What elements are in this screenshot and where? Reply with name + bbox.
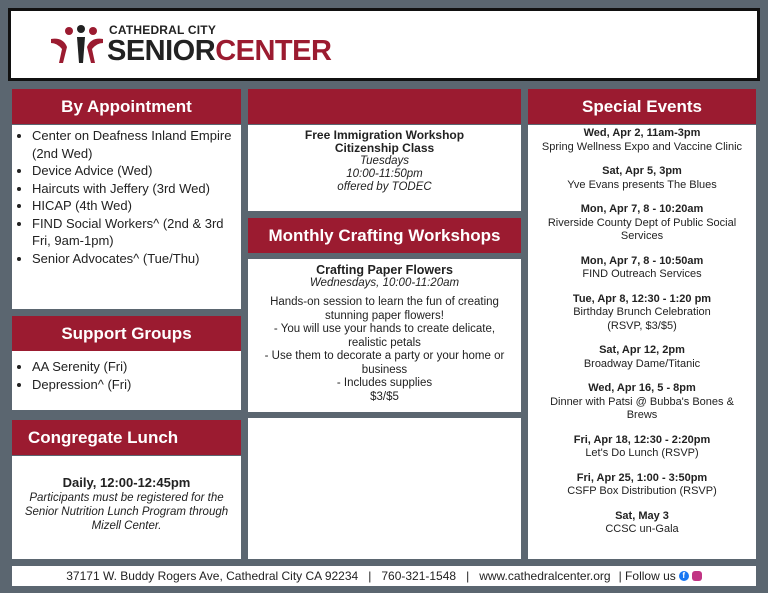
- immigration-panel: [248, 125, 521, 211]
- event-desc: Broadway Dame/Titanic: [583, 357, 701, 370]
- header-banner: [8, 8, 760, 81]
- footer-follow: | Follow us: [618, 569, 676, 583]
- people-logo-icon: [49, 25, 105, 65]
- crafting-desc-decorate: - Use them to decorate a party or your home or business: [264, 350, 505, 376]
- footer-website[interactable]: www.cathedralcenter.org: [479, 569, 611, 583]
- event-date: Fri, Apr 25, 1:00 - 3:50pm: [576, 471, 708, 484]
- logo-center-text: CENTER: [215, 35, 332, 67]
- immigration-title: Free Immigration Workshop: [304, 128, 465, 142]
- footer-phone[interactable]: 760-321-1548: [381, 569, 457, 583]
- crafting-when: Wednesdays, 10:00-11:20am: [309, 277, 460, 289]
- list-item: • Haircuts with Jeffery (3rd Wed): [32, 180, 237, 198]
- immigration-time: 10:00-11:50pm: [346, 168, 423, 180]
- lunch-time: Daily, 12:00-12:45pm: [62, 475, 191, 490]
- lunch-note: Participants must be registered for the Senior Nutrition Lunch Program through Mizell Center.: [24, 492, 229, 532]
- event-desc: Birthday Brunch Celebration (RSVP, $3/$5): [573, 306, 711, 332]
- event-desc: FIND Outreach Services: [582, 268, 702, 280]
- footer-separator: |: [368, 569, 372, 583]
- logo-name-text: [107, 35, 331, 68]
- immigration-by: offered by TODEC: [337, 181, 432, 193]
- event-desc: Dinner with Patsi @ Bubba's Bones & Brews: [550, 395, 734, 421]
- event-date: Sat, Apr 5, 3pm: [602, 165, 682, 177]
- logo-senior-text: SENIOR: [107, 35, 216, 67]
- crafting-price: $3/$5: [370, 390, 399, 403]
- events-panel: [528, 125, 756, 559]
- event-date: Wed, Apr 16, 5 - 8pm: [588, 382, 696, 394]
- crafting-desc-hands: - You will use your hands to create delicate, realistic petals: [273, 323, 496, 349]
- event-date: Tue, Apr 8, 12:30 - 1:20 pm: [572, 292, 712, 305]
- event-desc: CCSC un-Gala: [605, 523, 679, 535]
- immigration-subtitle: Citizenship Class: [334, 141, 435, 155]
- event-item: [528, 293, 756, 334]
- event-desc: CSFP Box Distribution (RSVP): [567, 485, 717, 497]
- crafting-desc-supplies: - Includes supplies: [336, 377, 433, 389]
- event-item: [528, 434, 756, 461]
- event-item: [528, 510, 756, 537]
- event-date: Wed, Apr 2, 11am-3pm: [583, 127, 701, 139]
- list-item: • Device Advice (Wed): [32, 162, 237, 180]
- appointment-heading: By Appointment: [12, 89, 241, 124]
- event-date: Fri, Apr 18, 12:30 - 2:20pm: [573, 433, 711, 446]
- footer-address: 37171 W. Buddy Rogers Ave, Cathedral City CA 92234: [66, 569, 359, 583]
- event-date: Sat, Apr 12, 2pm: [599, 344, 685, 356]
- support-list: [16, 358, 237, 393]
- event-item: [528, 127, 756, 154]
- crafting-panel: [248, 259, 521, 412]
- events-heading: Special Events: [528, 89, 756, 124]
- event-desc: Let's Do Lunch (RSVP): [585, 447, 699, 459]
- crafting-name: Crafting Paper Flowers: [316, 263, 453, 277]
- support-heading: Support Groups: [12, 316, 241, 351]
- list-item: • Center on Deafness Inland Empire (2nd Wed): [32, 127, 237, 162]
- list-item: • Senior Advocates^ (Tue/Thu): [32, 250, 237, 268]
- event-item: [528, 472, 756, 499]
- event-item: [528, 255, 756, 282]
- event-item: [528, 382, 756, 423]
- event-item: [528, 203, 756, 244]
- crafting-heading: Monthly Crafting Workshops: [248, 218, 521, 253]
- event-date: Mon, Apr 7, 8 - 10:50am: [580, 254, 704, 267]
- list-item: • AA Serenity (Fri): [32, 358, 237, 376]
- appointment-panel: [12, 125, 241, 309]
- blank-panel: [248, 418, 521, 559]
- event-date: Sat, May 3: [615, 509, 669, 522]
- list-item: • HICAP (4th Wed): [32, 197, 237, 215]
- list-item: • Depression^ (Fri): [32, 376, 237, 394]
- event-desc: Yve Evans presents The Blues: [567, 178, 717, 191]
- list-item: • FIND Social Workers^ (2nd & 3rd Fri, 9am-1pm): [32, 215, 237, 250]
- facebook-icon[interactable]: f: [679, 571, 689, 581]
- crafting-desc-intro: Hands-on session to learn the fun of creating stunning paper flowers!: [270, 296, 499, 322]
- event-item: [528, 165, 756, 192]
- event-desc: Riverside County Dept of Public Social Services: [547, 216, 737, 242]
- event-desc: Spring Wellness Expo and Vaccine Clinic: [541, 140, 743, 153]
- footer: [12, 566, 756, 586]
- lunch-heading: Congregate Lunch: [12, 420, 241, 455]
- footer-separator: |: [466, 569, 470, 583]
- appointment-list: [16, 127, 237, 267]
- middle-top-bar: [248, 89, 521, 124]
- event-date: Mon, Apr 7, 8 - 10:20am: [580, 203, 704, 215]
- support-panel: [12, 351, 241, 410]
- lunch-panel: [12, 456, 241, 559]
- logo-city-text: CATHEDRAL CITY: [109, 23, 217, 37]
- immigration-day: Tuesdays: [359, 155, 409, 167]
- event-item: [528, 344, 756, 371]
- instagram-icon[interactable]: [692, 571, 702, 581]
